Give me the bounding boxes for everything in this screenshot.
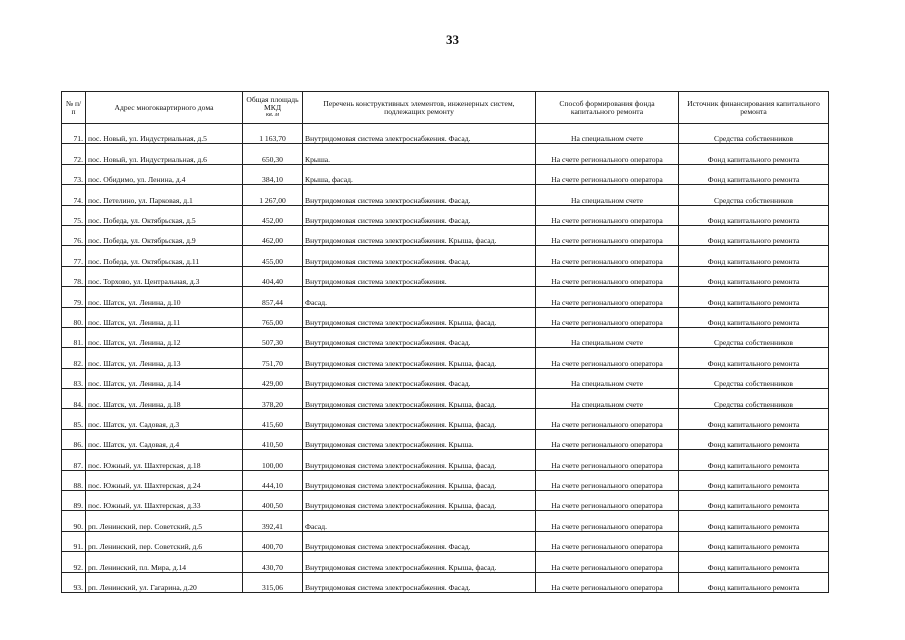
repair-program-table [61,91,829,593]
table-row [62,307,829,327]
table-row [62,185,829,205]
row-fund-method: На специальном счете [536,327,679,347]
table-row [62,205,829,225]
row-funding-source: Фонд капитального ремонта [679,266,829,286]
row-works: Внутридомовая система электроснабжения. Фасад. [303,327,536,347]
row-area: 1 163,70 [243,124,303,144]
row-fund-method: На счете регионального оператора [536,164,679,184]
row-fund-method: На счете регионального оператора [536,470,679,490]
row-works: Внутридомовая система электроснабжения. Крыша, фасад. [303,491,536,511]
row-fund-method: На счете регионального оператора [536,287,679,307]
table-row [62,225,829,245]
row-fund-method: На счете регионального оператора [536,572,679,592]
row-address: рп. Ленинский, пер. Советский, д.5 [86,511,243,531]
row-address: пос. Победа, ул. Октябрьская, д.5 [86,205,243,225]
row-works: Внутридомовая система электроснабжения. [303,266,536,286]
row-address: пос. Шатск, ул. Ленина, д.12 [86,327,243,347]
row-area: 452,00 [243,205,303,225]
row-fund-method: На счете регионального оператора [536,409,679,429]
row-funding-source: Фонд капитального ремонта [679,205,829,225]
row-works: Внутридомовая система электроснабжения. Крыша. [303,429,536,449]
row-works: Внутридомовая система электроснабжения. Крыша, фасад. [303,389,536,409]
row-funding-source: Фонд капитального ремонта [679,511,829,531]
row-works: Внутридомовая система электроснабжения. Крыша, фасад. [303,470,536,490]
header-method: Способ формирования фонда капитального ремонта [536,92,679,124]
row-funding-source: Фонд капитального ремонта [679,164,829,184]
table-header [62,92,829,124]
row-funding-source: Фонд капитального ремонта [679,225,829,245]
row-works: Внутридомовая система электроснабжения. Крыша, фасад. [303,552,536,572]
row-area: 384,10 [243,164,303,184]
row-funding-source: Фонд капитального ремонта [679,531,829,551]
row-address: рп. Ленинский, пл. Мира, д.14 [86,552,243,572]
row-funding-source: Фонд капитального ремонта [679,348,829,368]
row-number: 91. [62,531,86,551]
row-area: 315,06 [243,572,303,592]
row-works: Крыша. [303,144,536,164]
row-number: 90. [62,511,86,531]
row-area: 100,00 [243,450,303,470]
row-number: 80. [62,307,86,327]
row-funding-source: Фонд капитального ремонта [679,470,829,490]
table-row [62,348,829,368]
row-works: Внутридомовая система электроснабжения. Фасад. [303,368,536,388]
row-funding-source: Фонд капитального ремонта [679,246,829,266]
row-works: Внутридомовая система электроснабжения. Крыша, фасад. [303,348,536,368]
header-address: Адрес многоквартирного дома [86,92,243,124]
row-works: Внутридомовая система электроснабжения. Крыша, фасад. [303,225,536,245]
row-number: 73. [62,164,86,184]
row-funding-source: Фонд капитального ремонта [679,144,829,164]
row-works: Внутридомовая система электроснабжения. Крыша, фасад. [303,307,536,327]
header-area-unit: кв. м [265,111,280,119]
row-works: Внутридомовая система электроснабжения. Фасад. [303,572,536,592]
table-row [62,470,829,490]
row-works: Внутридомовая система электроснабжения. Фасад. [303,124,536,144]
header-source: Источник финансирования капитального ремонта [679,92,829,124]
row-works: Фасад. [303,511,536,531]
row-fund-method: На счете регионального оператора [536,144,679,164]
row-funding-source: Средства собственников [679,389,829,409]
row-fund-method: На счете регионального оператора [536,348,679,368]
row-number: 87. [62,450,86,470]
row-address: пос. Шатск, ул. Ленина, д.13 [86,348,243,368]
row-address: пос. Южный, ул. Шахтерская, д.33 [86,491,243,511]
row-funding-source: Фонд капитального ремонта [679,287,829,307]
row-address: пос. Южный, ул. Шахтерская, д.24 [86,470,243,490]
row-area: 462,00 [243,225,303,245]
row-funding-source: Средства собственников [679,185,829,205]
header-works: Перечень конструктивных элементов, инженерных систем, подлежащих ремонту [303,92,536,124]
row-fund-method: На специальном счете [536,124,679,144]
row-address: пос. Шатск, ул. Ленина, д.11 [86,307,243,327]
row-funding-source: Средства собственников [679,327,829,347]
row-area: 857,44 [243,287,303,307]
row-works: Внутридомовая система электроснабжения. Фасад. [303,531,536,551]
row-number: 81. [62,327,86,347]
row-address: пос. Шатск, ул. Садовая, д.4 [86,429,243,449]
row-fund-method: На счете регионального оператора [536,491,679,511]
row-address: пос. Победа, ул. Октябрьская, д.9 [86,225,243,245]
row-works: Внутридомовая система электроснабжения. Фасад. [303,185,536,205]
row-fund-method: На счете регионального оператора [536,429,679,449]
row-fund-method: На счете регионального оператора [536,531,679,551]
table-row [62,144,829,164]
row-works: Фасад. [303,287,536,307]
row-fund-method: На счете регионального оператора [536,266,679,286]
row-fund-method: На счете регионального оператора [536,307,679,327]
table-row [62,531,829,551]
table-row [62,429,829,449]
row-funding-source: Фонд капитального ремонта [679,409,829,429]
row-address: рп. Ленинский, ул. Гагарина, д.20 [86,572,243,592]
row-fund-method: На специальном счете [536,389,679,409]
row-area: 444,10 [243,470,303,490]
row-number: 76. [62,225,86,245]
row-fund-method: На счете регионального оператора [536,205,679,225]
row-number: 82. [62,348,86,368]
row-fund-method: На специальном счете [536,185,679,205]
row-fund-method: На счете регионального оператора [536,552,679,572]
row-address: пос. Шатск, ул. Ленина, д.18 [86,389,243,409]
row-area: 410,50 [243,429,303,449]
header-area [243,92,303,124]
row-area: 507,30 [243,327,303,347]
row-address: пос. Победа, ул. Октябрьская, д.11 [86,246,243,266]
row-number: 79. [62,287,86,307]
row-funding-source: Фонд капитального ремонта [679,491,829,511]
row-area: 455,00 [243,246,303,266]
row-funding-source: Фонд капитального ремонта [679,429,829,449]
row-number: 77. [62,246,86,266]
row-number: 74. [62,185,86,205]
row-address: пос. Торхово, ул. Центральная, д.3 [86,266,243,286]
row-address: пос. Шатск, ул. Ленина, д.14 [86,368,243,388]
table-row [62,287,829,307]
row-fund-method: На счете регионального оператора [536,450,679,470]
table-row [62,409,829,429]
row-area: 765,00 [243,307,303,327]
table-row [62,389,829,409]
row-works: Внутридомовая система электроснабжения. Крыша, фасад. [303,450,536,470]
row-area: 429,00 [243,368,303,388]
row-works: Внутридомовая система электроснабжения. Крыша, фасад. [303,409,536,429]
row-number: 71. [62,124,86,144]
row-works: Внутридомовая система электроснабжения. Фасад. [303,246,536,266]
row-funding-source: Средства собственников [679,124,829,144]
table-row [62,164,829,184]
row-funding-source: Фонд капитального ремонта [679,572,829,592]
row-area: 400,50 [243,491,303,511]
row-works: Крыша, фасад. [303,164,536,184]
page-number: 33 [446,32,459,47]
row-area: 650,30 [243,144,303,164]
row-funding-source: Фонд капитального ремонта [679,450,829,470]
row-funding-source: Фонд капитального ремонта [679,307,829,327]
row-address: пос. Шатск, ул. Садовая, д.3 [86,409,243,429]
table-row [62,552,829,572]
row-area: 751,70 [243,348,303,368]
row-fund-method: На счете регионального оператора [536,246,679,266]
row-works: Внутридомовая система электроснабжения. Фасад. [303,205,536,225]
row-address: рп. Ленинский, пер. Советский, д.6 [86,531,243,551]
row-fund-method: На счете регионального оператора [536,225,679,245]
row-number: 75. [62,205,86,225]
row-number: 84. [62,389,86,409]
row-fund-method: На счете регионального оператора [536,511,679,531]
table-row [62,327,829,347]
row-address: пос. Обидимо, ул. Ленина, д.4 [86,164,243,184]
header-row [62,92,829,124]
table-row [62,266,829,286]
row-funding-source: Средства собственников [679,368,829,388]
row-address: пос. Новый, ул. Индустриальная, д.5 [86,124,243,144]
header-area-label: Общая площадь МКД [246,95,299,113]
row-number: 78. [62,266,86,286]
row-number: 88. [62,470,86,490]
row-number: 92. [62,552,86,572]
row-number: 72. [62,144,86,164]
row-area: 400,70 [243,531,303,551]
row-number: 89. [62,491,86,511]
row-address: пос. Южный, ул. Шахтерская, д.18 [86,450,243,470]
row-address: пос. Шатск, ул. Ленина, д.10 [86,287,243,307]
row-fund-method: На специальном счете [536,368,679,388]
table-row [62,572,829,592]
table-row [62,124,829,144]
table-row [62,450,829,470]
row-address: пос. Петелино, ул. Парковая, д.1 [86,185,243,205]
table-row [62,511,829,531]
row-area: 392,41 [243,511,303,531]
row-area: 415,60 [243,409,303,429]
row-number: 83. [62,368,86,388]
row-area: 378,20 [243,389,303,409]
row-number: 85. [62,409,86,429]
table-row [62,491,829,511]
row-number: 86. [62,429,86,449]
row-area: 430,70 [243,552,303,572]
row-number: 93. [62,572,86,592]
row-area: 404,40 [243,266,303,286]
row-funding-source: Фонд капитального ремонта [679,552,829,572]
table-row [62,246,829,266]
row-area: 1 267,00 [243,185,303,205]
header-num: № п/п [62,92,86,124]
table-row [62,368,829,388]
table-body [62,124,829,593]
row-address: пос. Новый, ул. Индустриальная, д.6 [86,144,243,164]
